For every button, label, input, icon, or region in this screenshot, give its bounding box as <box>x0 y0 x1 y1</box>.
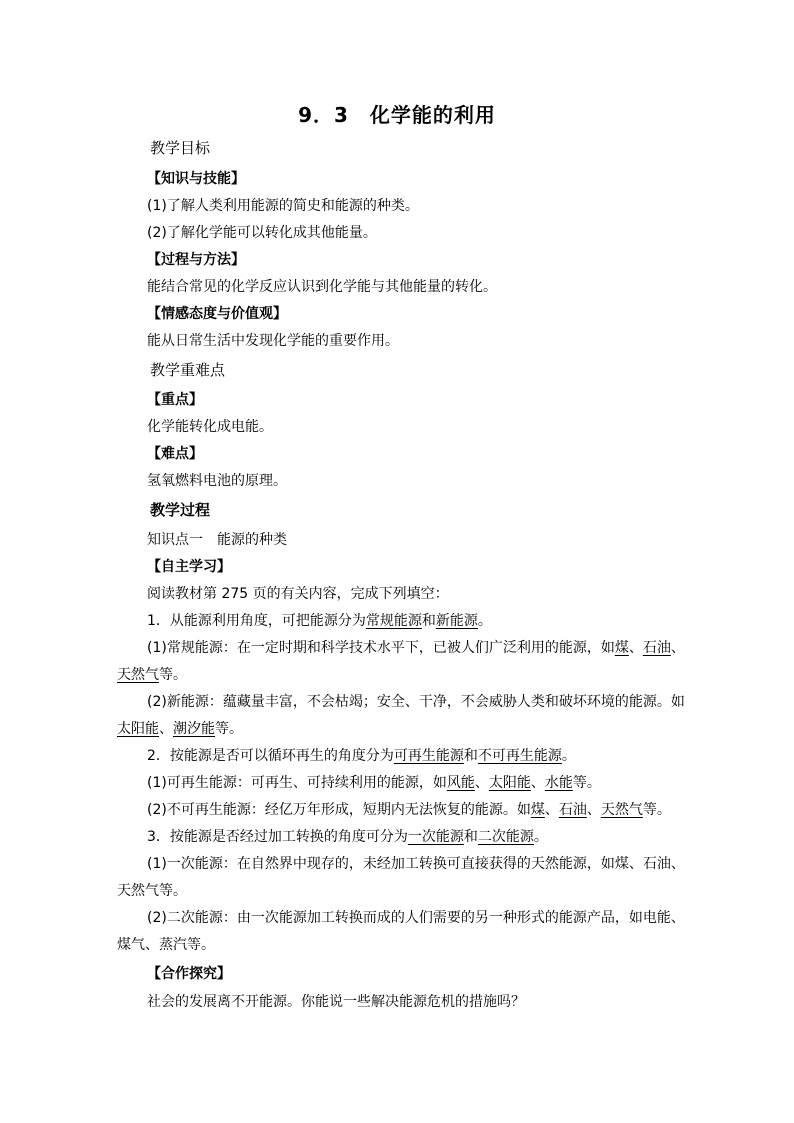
answer-blank: 煤 <box>530 802 545 818</box>
answer-blank: 石油 <box>642 640 671 656</box>
paragraph-continuation: 天然气等。 <box>117 667 187 683</box>
subheading-key: 【重点】 <box>147 392 203 408</box>
answer-blank: 不可再生能源 <box>477 748 562 764</box>
subheading-emotion: 【情感态度与价值观】 <box>147 306 287 322</box>
question-1: 1．从能源利用角度，可把能源分为常规能源和新能源。 <box>147 613 492 629</box>
paragraph: 社会的发展离不开能源。你能说一些解决能源危机的措施吗？ <box>147 994 525 1010</box>
answer-blank: 太阳能 <box>488 775 531 791</box>
question-2: 2．按能源是否可以循环再生的角度分为可再生能源和不可再生能源。 <box>147 748 576 764</box>
section-heading-goals: 教学目标 <box>150 139 211 157</box>
subheading-difficulty: 【难点】 <box>147 446 203 462</box>
answer-blank: 天然气 <box>117 667 159 683</box>
paragraph: 化学能转化成电能。 <box>147 419 273 435</box>
page-title: 9．3 化学能的利用 <box>298 103 496 127</box>
section-heading-keypoints: 教学重难点 <box>150 361 226 379</box>
answer-blank: 潮汐能 <box>173 721 215 737</box>
subheading-knowledge: 【知识与技能】 <box>147 171 245 187</box>
question-3: 3．按能源是否经过加工转换的角度可分为一次能源和二次能源。 <box>147 829 548 845</box>
section-heading-process: 教学过程 <box>150 501 211 519</box>
paragraph: 能结合常见的化学反应认识到化学能与其他能量的转化。 <box>147 279 497 295</box>
answer-blank: 煤 <box>614 640 629 656</box>
paragraph: (2)新能源：蕴藏量丰富，不会枯竭；安全、干净，不会威胁人类和破坏环境的能源。如 <box>147 694 685 710</box>
paragraph: 氢氧燃料电池的原理。 <box>147 473 287 489</box>
subheading-process: 【过程与方法】 <box>147 252 245 268</box>
paragraph-continuation: 煤气、蒸汽等。 <box>117 937 215 953</box>
paragraph: (1)常规能源：在一定时期和科学技术水平下，已被人们广泛利用的能源，如煤、石油、 <box>147 640 685 656</box>
paragraph-continuation: 天然气等。 <box>117 883 187 899</box>
answer-blank: 太阳能 <box>117 721 159 737</box>
paragraph: 阅读教材第 275 页的有关内容，完成下列填空： <box>147 586 449 602</box>
subheading-cooperation: 【合作探究】 <box>147 966 231 982</box>
answer-blank: 可再生能源 <box>393 748 464 764</box>
answer-blank: 常规能源 <box>365 613 422 629</box>
answer-blank: 一次能源 <box>407 829 464 845</box>
answer-blank: 新能源 <box>435 613 478 629</box>
subheading-self-study: 【自主学习】 <box>147 559 231 575</box>
paragraph: (1)了解人类利用能源的简史和能源的种类。 <box>147 198 419 214</box>
paragraph: (2)了解化学能可以转化成其他能量。 <box>147 225 377 241</box>
paragraph: 能从日常生活中发现化学能的重要作用。 <box>147 333 399 349</box>
paragraph: (1)一次能源：在自然界中现存的，未经加工转换可直接获得的天然能源，如煤、石油、 <box>147 856 685 872</box>
answer-blank: 石油 <box>558 802 587 818</box>
paragraph: (1)可再生能源：可再生、可持续利用的能源，如风能、太阳能、水能等。 <box>147 775 601 791</box>
paragraph: (2)不可再生能源：经亿万年形成，短期内无法恢复的能源。如煤、石油、天然气等。 <box>147 802 671 818</box>
paragraph: (2)二次能源：由一次能源加工转换而成的人们需要的另一种形式的能源产品，如电能、 <box>147 910 685 926</box>
answer-blank: 二次能源 <box>477 829 534 845</box>
knowledge-point-title: 知识点一 能源的种类 <box>147 532 287 548</box>
answer-blank: 天然气 <box>600 802 643 818</box>
answer-blank: 水能 <box>544 775 573 791</box>
answer-blank: 风能 <box>446 775 475 791</box>
paragraph-continuation: 太阳能、潮汐能等。 <box>117 721 243 737</box>
